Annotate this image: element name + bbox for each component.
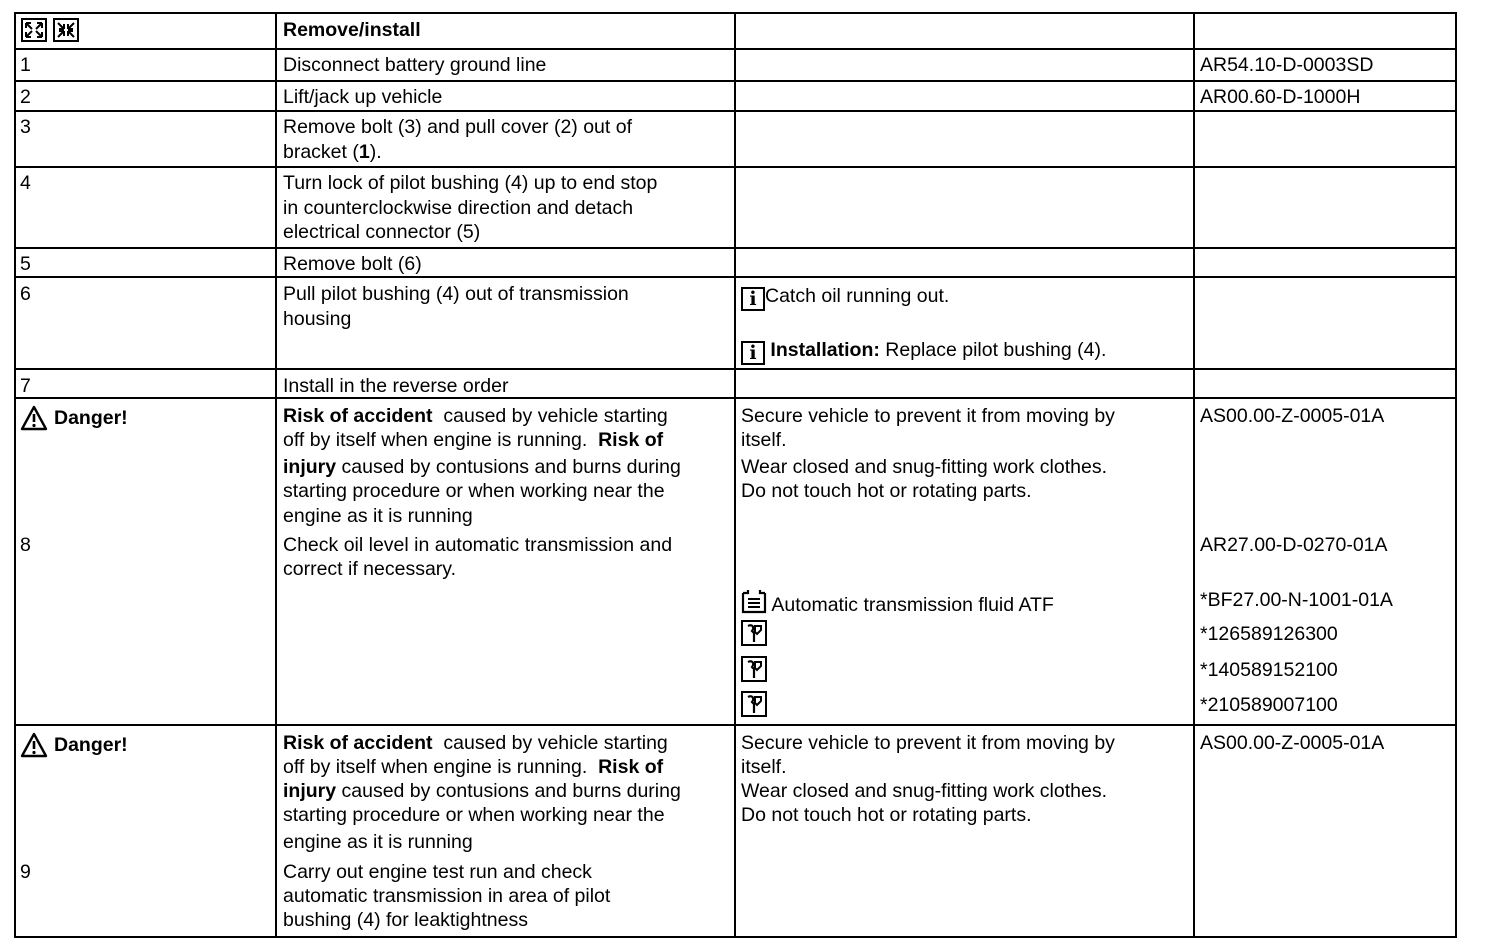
info-icon[interactable]: i <box>741 287 765 311</box>
risk-text <box>283 455 681 480</box>
header-icons <box>21 18 79 42</box>
step-number: 5 <box>20 253 31 275</box>
reference-link[interactable]: AR00.60-D-1000H <box>1200 86 1361 108</box>
step-text: Disconnect battery ground line <box>283 54 547 76</box>
risk-part: off by itself when engine is running. <box>283 429 599 451</box>
step-text: correct if necessary. <box>283 558 457 580</box>
step-text: Check oil level in automatic transmission and <box>283 534 673 556</box>
info-icon[interactable]: i <box>741 341 765 365</box>
risk-text <box>283 731 668 756</box>
fluid-container-icon[interactable] <box>741 588 767 614</box>
column-divider <box>1455 12 1457 938</box>
measure-text: itself. <box>741 429 787 451</box>
risk-bold: Risk of <box>598 756 664 778</box>
step-text: Remove bolt (3) and pull cover (2) out of <box>283 116 633 138</box>
note-text: Catch oil running out. <box>765 285 950 307</box>
column-divider <box>275 12 277 938</box>
step-text: Turn lock of pilot bushing (4) up to end stop <box>283 172 658 194</box>
column-divider <box>1193 12 1195 938</box>
tool-item <box>741 620 767 653</box>
risk-text: starting procedure or when working near the <box>283 480 665 502</box>
step-text-bold: 1 <box>358 141 370 163</box>
danger-text: Danger! <box>54 406 128 429</box>
tool-item <box>741 691 767 724</box>
risk-bold: Risk of <box>598 429 664 451</box>
warning-triangle-icon <box>20 405 48 431</box>
step-text-part: bracket ( <box>283 141 359 163</box>
step-text-part: ). <box>369 141 382 163</box>
reference-link[interactable]: *126589126300 <box>1200 623 1338 645</box>
tool-item <box>741 656 767 689</box>
reference-link[interactable]: *210589007100 <box>1200 694 1338 716</box>
danger-label <box>20 405 128 431</box>
note-label: Installation: <box>770 339 880 361</box>
column-divider <box>14 12 16 938</box>
reference-link[interactable]: AS00.00-Z-0005-01A <box>1200 732 1385 754</box>
step-text: automatic transmission in area of pilot <box>283 885 611 907</box>
measure-text: Do not touch hot or rotating parts. <box>741 480 1032 502</box>
risk-text <box>283 404 668 429</box>
measure-text: Secure vehicle to prevent it from moving by <box>741 405 1115 427</box>
reference-link[interactable]: *140589152100 <box>1200 659 1338 681</box>
risk-bold: injury <box>283 780 337 802</box>
step-number: 9 <box>20 861 31 883</box>
step-text: Carry out engine test run and check <box>283 861 592 883</box>
header-title: Remove/install <box>283 19 421 41</box>
step-number: 3 <box>20 116 31 138</box>
step-text: electrical connector (5) <box>283 221 481 243</box>
danger-text: Danger! <box>54 733 128 756</box>
column-divider <box>734 12 736 938</box>
reference-link[interactable]: *BF27.00-N-1001-01A <box>1200 589 1393 611</box>
reference-link[interactable]: AR54.10-D-0003SD <box>1200 54 1374 76</box>
step-text: bushing (4) for leaktightness <box>283 909 528 931</box>
note <box>741 284 949 311</box>
warning-triangle-icon <box>20 732 48 758</box>
reference-link[interactable]: AR27.00-D-0270-01A <box>1200 534 1388 556</box>
note-text: Replace pilot bushing (4). <box>879 339 1107 361</box>
measure-text: Do not touch hot or rotating parts. <box>741 804 1032 826</box>
risk-text <box>283 428 663 453</box>
risk-part: caused by contusions and burns during <box>336 780 681 802</box>
step-text <box>283 140 382 165</box>
measure-text: itself. <box>741 756 787 778</box>
step-text: in counterclockwise direction and detach <box>283 197 634 219</box>
risk-part: caused by vehicle starting <box>432 732 668 754</box>
reference-link[interactable]: AS00.00-Z-0005-01A <box>1200 405 1385 427</box>
step-number: 8 <box>20 534 31 556</box>
step-text: housing <box>283 308 352 330</box>
step-number: 6 <box>20 283 31 305</box>
risk-text: engine as it is running <box>283 831 473 853</box>
risk-text: engine as it is running <box>283 505 473 527</box>
danger-label <box>20 732 128 758</box>
risk-bold: injury <box>283 456 337 478</box>
special-tool-icon[interactable] <box>741 620 767 646</box>
fluid-label: Automatic transmission fluid ATF <box>771 594 1054 616</box>
special-tool-icon[interactable] <box>741 656 767 682</box>
risk-part: caused by vehicle starting <box>432 405 668 427</box>
step-number: 7 <box>20 375 31 397</box>
note <box>741 338 1106 365</box>
step-text: Pull pilot bushing (4) out of transmission <box>283 283 629 305</box>
measure-text: Wear closed and snug-fitting work clothes. <box>741 780 1107 802</box>
collapse-icon[interactable] <box>53 18 79 42</box>
step-text: Lift/jack up vehicle <box>283 86 443 108</box>
risk-bold: Risk of accident <box>283 405 433 427</box>
step-number: 1 <box>20 54 31 76</box>
measure-text: Wear closed and snug-fitting work clothes. <box>741 456 1107 478</box>
risk-text <box>283 755 663 780</box>
measure-text: Secure vehicle to prevent it from moving by <box>741 732 1115 754</box>
risk-bold: Risk of accident <box>283 732 433 754</box>
risk-part: caused by contusions and burns during <box>336 456 681 478</box>
step-number: 2 <box>20 86 31 108</box>
risk-text: starting procedure or when working near the <box>283 804 665 826</box>
step-number: 4 <box>20 172 31 194</box>
step-text: Install in the reverse order <box>283 375 509 397</box>
risk-text <box>283 779 681 804</box>
special-tool-icon[interactable] <box>741 691 767 717</box>
expand-icon[interactable] <box>21 18 47 42</box>
fluid-item <box>741 588 1054 618</box>
step-text: Remove bolt (6) <box>283 253 422 275</box>
risk-part: off by itself when engine is running. <box>283 756 599 778</box>
